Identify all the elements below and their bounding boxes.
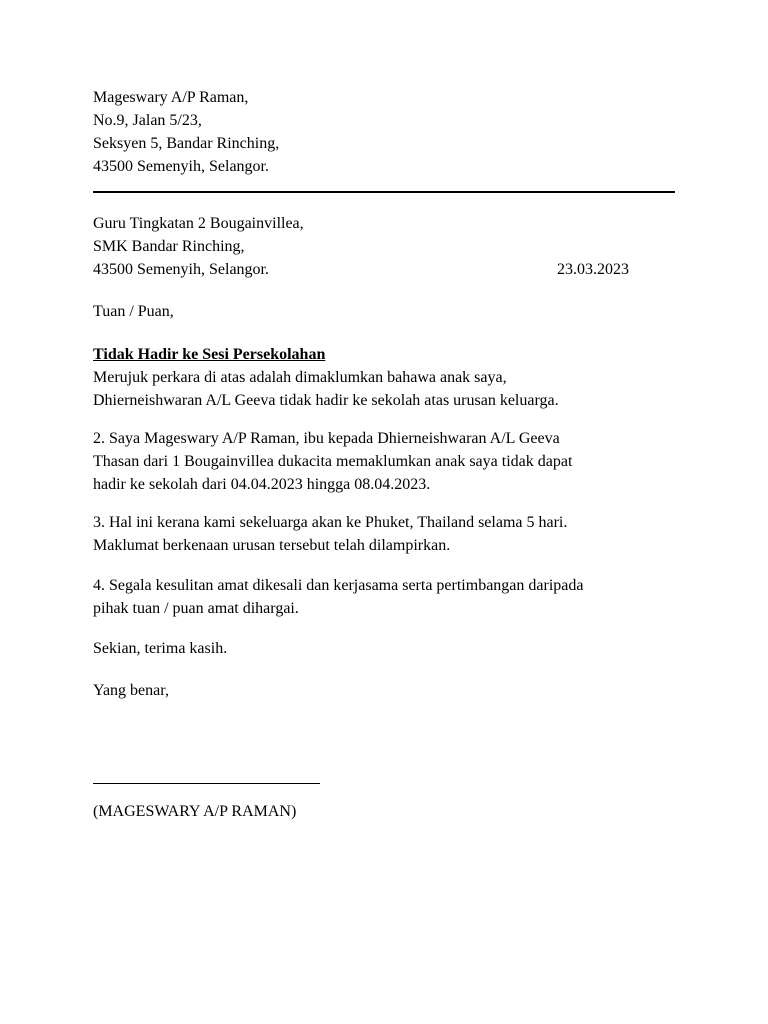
- letter-subject: Tidak Hadir ke Sesi Persekolahan: [93, 346, 326, 363]
- recipient-address: [93, 212, 304, 281]
- recipient-address-line: 43500 Semenyih, Selangor.: [93, 261, 269, 278]
- sender-address: [93, 86, 279, 178]
- paragraph-2-line: 2. Saya Mageswary A/P Raman, ibu kepada Dhierneishwaran A/L Geeva: [93, 430, 560, 447]
- sender-address-line: Seksyen 5, Bandar Rinching,: [93, 135, 280, 152]
- paragraph-3-line: 3. Hal ini kerana kami sekeluarga akan ke Phuket, Thailand selama 5 hari.: [93, 514, 568, 531]
- sender-address-line: Mageswary A/P Raman,: [93, 89, 249, 106]
- letter-date: 23.03.2023: [557, 261, 629, 278]
- paragraph-4-line: 4. Segala kesulitan amat dikesali dan kerjasama serta pertimbangan daripada: [93, 577, 584, 594]
- recipient-address-line: SMK Bandar Rinching,: [93, 238, 245, 255]
- signoff-block: [93, 679, 169, 702]
- sender-address-line: No.9, Jalan 5/23,: [93, 112, 202, 129]
- signoff-text: Yang benar,: [93, 682, 169, 699]
- signature-block: [93, 800, 296, 823]
- signature-line: [93, 783, 320, 784]
- paragraph-1-line: Merujuk perkara di atas adalah dimaklumkan bahawa anak saya,: [93, 369, 507, 386]
- subject-block: [93, 343, 559, 412]
- paragraph-3: [93, 511, 567, 557]
- recipient-address-line: Guru Tingkatan 2 Bougainvillea,: [93, 215, 304, 232]
- salutation-block: [93, 300, 174, 323]
- paragraph-2-line: Thasan dari 1 Bougainvillea dukacita memaklumkan anak saya tidak dapat: [93, 453, 573, 470]
- salutation: Tuan / Puan,: [93, 303, 174, 320]
- paragraph-3-line: Maklumat berkenaan urusan tersebut telah dilampirkan.: [93, 537, 451, 554]
- closing-text: Sekian, terima kasih.: [93, 640, 228, 657]
- header-divider: [93, 191, 675, 193]
- paragraph-1-line: Dhierneishwaran A/L Geeva tidak hadir ke sekolah atas urusan keluarga.: [93, 392, 559, 409]
- paragraph-4-line: pihak tuan / puan amat dihargai.: [93, 600, 299, 617]
- paragraph-2: [93, 427, 572, 496]
- paragraph-2-line: hadir ke sekolah dari 04.04.2023 hingga 08.04.2023.: [93, 476, 431, 493]
- signature-name: (MAGESWARY A/P RAMAN): [93, 803, 297, 820]
- paragraph-4: [93, 574, 583, 620]
- closing-block: [93, 637, 227, 660]
- sender-address-line: 43500 Semenyih, Selangor.: [93, 158, 269, 175]
